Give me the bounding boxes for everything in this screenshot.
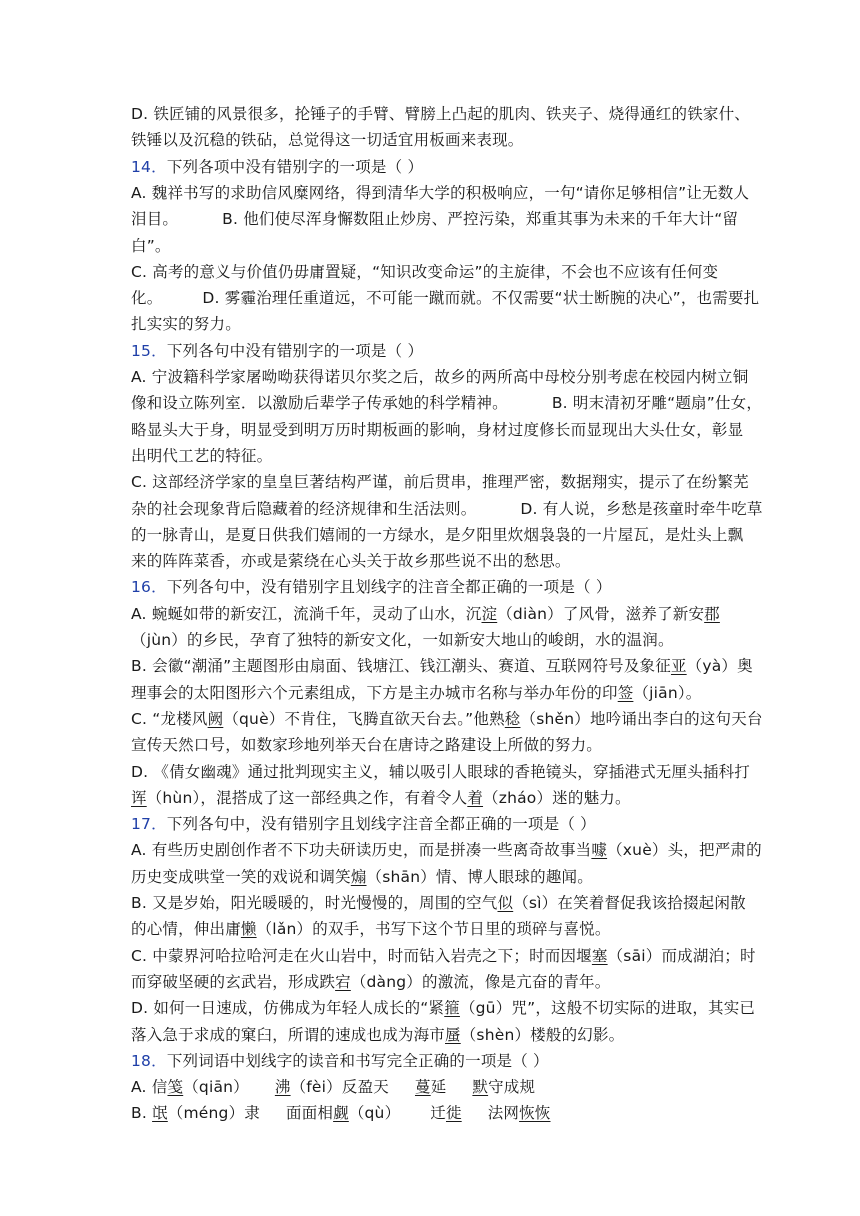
underlined-char: 噱: [591, 841, 608, 859]
text-segment: （qiān）: [183, 1078, 249, 1096]
text-segment: 迁: [430, 1104, 446, 1122]
text-segment: D. 《倩女幽魂》通过批判现实主义，辅以吸引人眼球的香艳镜头，穿插港式无厘头插科打: [131, 763, 750, 781]
text-segment: （gū）咒”，这般不切实际的进取，其实已: [459, 999, 756, 1017]
underlined-char: 蜃: [445, 1026, 461, 1044]
text-segment: （shèn）楼般的幻影。: [460, 1026, 625, 1044]
text-line: [131, 709, 763, 729]
underlined-char: 诨: [131, 789, 147, 807]
text-line: [131, 656, 753, 676]
question-number: 14．: [131, 158, 167, 176]
text-segment: 的一脉青山，是夏日供我们嬉闹的一方绿水，是夕阳里炊烟袅袅的一片屋瓦，是灶头上飘: [131, 526, 744, 544]
text-line: [131, 393, 762, 413]
text-line: [131, 1103, 551, 1123]
text-line: [131, 840, 762, 860]
underlined-char: 徙: [445, 1104, 462, 1122]
text-segment: 扎实实的努力。: [131, 315, 241, 333]
text-segment: （xuè）头，把严肃的: [607, 841, 762, 859]
text-segment: 来的阵阵菜香，亦或是萦绕在心头关于故乡那些说不出的愁思。: [131, 552, 571, 570]
text-line: [131, 577, 612, 597]
text-segment: 下列各项中没有错别字的一项是（ ）: [166, 158, 424, 176]
text-segment: A. 蜿蜒如带的新安江，流淌千年，灵动了山水，沉: [131, 605, 482, 623]
underlined-char: 亚: [670, 657, 687, 675]
text-segment: （shān）情、博人眼球的趣闻。: [366, 868, 593, 886]
text-line: [131, 525, 743, 545]
text-line: [131, 814, 596, 834]
text-line: [131, 972, 610, 992]
text-line: [131, 288, 759, 308]
text-segment: 下列词语中划线字的读音和书写完全正确的一项是（ ）: [166, 1052, 549, 1070]
text-segment: 下列各句中，没有错别字且划线字的注音全都正确的一项是（ ）: [166, 578, 612, 596]
text-line: [131, 1077, 535, 1097]
question-number: 18．: [131, 1052, 167, 1070]
text-segment: A. 有些历史剧创作者不下功夫研读历史，而是拼凑一些离奇故事当: [131, 841, 592, 859]
question-number: 17．: [131, 815, 167, 833]
text-segment: 延: [430, 1078, 447, 1096]
underlined-char: 煽: [350, 868, 367, 886]
question-number: 15．: [131, 342, 167, 360]
text-line: [131, 420, 743, 440]
text-line: [131, 104, 750, 124]
text-line: [131, 683, 702, 703]
underlined-char: 蔓: [414, 1078, 431, 1096]
text-segment: C. 这部经济学家的皇皇巨著结构严谨，前后贯串，推理严密，数据翔实，提示了在纷繁芜: [131, 473, 749, 491]
text-segment: A. 信: [131, 1078, 168, 1096]
text-segment: B. 又是岁始，阳光暖暖的，时光慢慢的，周围的空气: [131, 894, 498, 912]
text-line: [131, 551, 571, 571]
text-line: [131, 630, 674, 650]
text-segment: 下列各句中，没有错别字且划线字注音全都正确的一项是（ ）: [166, 815, 596, 833]
text-segment: 理事会的太阳图形六个元素组成，下方是主办城市名称与举办年份的印: [131, 684, 618, 702]
text-segment: B. 会徽“潮涌”主题图形由扇面、钱塘江、钱江潮头、赛道、互联网符号及象征: [131, 657, 671, 675]
text-segment: 守成规: [488, 1078, 536, 1096]
text-segment: （jùn）的乡民，孕育了独特的新安文化，一如新安大地山的峻朗，水的温润。: [131, 631, 674, 649]
underlined-char: 淀: [481, 605, 498, 623]
text-segment: C. 高考的意义与价值仍毋庸置疑，“知识改变命运”的主旋律，不会也不应该有任何变: [131, 263, 719, 281]
text-line: [131, 183, 749, 203]
text-line: [131, 604, 720, 624]
text-line: [131, 341, 423, 361]
text-line: [131, 735, 602, 755]
text-segment: C. “龙楼风: [131, 710, 208, 728]
text-line: [131, 499, 763, 519]
text-segment: 面面相: [286, 1104, 334, 1122]
text-line: [131, 209, 738, 229]
text-segment: C. 中蒙界河哈拉哈河走在火山岩中，时而钻入岩壳之下；时而因堰: [131, 947, 592, 965]
text-segment: D. 有人说，乡愁是孩童时牵牛吃草: [520, 500, 763, 518]
text-segment: 略显头大于身，明显受到明万历时期板画的影响，身材过度修长而显现出大头仕女，彰显: [131, 421, 744, 439]
underlined-char: 沸: [274, 1078, 291, 1096]
underlined-char: 阙: [207, 710, 224, 728]
text-segment: A. 魏祥书写的求助信风糜网络，得到清华大学的积极响应，一句“请你足够相信”让无数人: [131, 184, 750, 202]
text-line: [131, 446, 272, 466]
text-segment: D. 铁匠铺的风景很多，抡锤子的手臂、臂膀上凸起的肌肉、铁夹子、烧得通红的铁家什、: [131, 105, 750, 123]
text-line: [131, 262, 718, 282]
text-line: [131, 762, 750, 782]
text-segment: （lǎn）的双手，书写下这个节日里的琐碎与喜悦。: [256, 920, 611, 938]
underlined-char: 似: [497, 894, 514, 912]
text-segment: 白”。: [131, 237, 171, 255]
text-line: [131, 472, 749, 492]
text-segment: A. 宁波籍科学家屠呦呦获得诺贝尔奖之后，故乡的两所高中母校分别考虑在校园内树立铜: [131, 368, 749, 386]
text-line: [131, 998, 755, 1018]
text-segment: （qù）: [348, 1104, 401, 1122]
text-segment: （fèi）反盈天: [290, 1078, 389, 1096]
text-segment: 像和设立陈列室．以激励后辈学子传承她的科学精神。: [131, 394, 508, 412]
text-segment: 下列各句中没有错别字的一项是（ ）: [166, 342, 424, 360]
text-segment: 铁锤以及沉稳的铁砧，总觉得这一切适宜用板画来表现。: [131, 131, 524, 149]
text-line: [131, 130, 524, 150]
underlined-char: 恢恢: [519, 1104, 551, 1122]
text-segment: （hùn），混搭成了这一部经典之作，有着令人: [146, 789, 468, 807]
text-segment: （shěn）地吟诵出李白的这句天台: [520, 710, 763, 728]
text-line: [131, 1025, 624, 1045]
text-line: [131, 893, 746, 913]
text-segment: 杂的社会现象背后隐藏着的经济规律和生活法则。: [131, 500, 477, 518]
text-line: [131, 236, 171, 256]
underlined-char: 郡: [704, 605, 720, 623]
text-segment: B.: [131, 1104, 153, 1122]
underlined-char: 宕: [335, 973, 351, 991]
underlined-char: 笺: [167, 1078, 184, 1096]
text-segment: （méng）隶: [167, 1104, 260, 1122]
text-line: [131, 867, 593, 887]
text-segment: （sāi）而成湖泊；时: [607, 947, 756, 965]
text-segment: （dàng）的激流，像是亢奋的青年。: [350, 973, 611, 991]
question-number: 16．: [131, 578, 167, 596]
text-segment: 落入急于求成的窠臼，所谓的速成也成为海市: [131, 1026, 446, 1044]
text-line: [131, 919, 611, 939]
text-line: [131, 157, 423, 177]
underlined-char: 塞: [591, 947, 608, 965]
text-segment: 泪目。: [131, 210, 179, 228]
underlined-char: 签: [617, 684, 634, 702]
underlined-char: 稔: [504, 710, 521, 728]
text-segment: （què）不肯住，飞腾直欲天台去。”他熟: [223, 710, 505, 728]
underlined-char: 氓: [152, 1104, 168, 1122]
underlined-char: 觑: [333, 1104, 349, 1122]
underlined-char: 箍: [444, 999, 460, 1017]
text-segment: 而穿破坚硬的玄武岩，形成跌: [131, 973, 336, 991]
text-segment: 法网: [487, 1104, 520, 1122]
underlined-char: 着: [467, 789, 484, 807]
text-segment: D. 如何一日速成，仿佛成为年轻人成长的“紧: [131, 999, 445, 1017]
text-segment: 历史变成哄堂一笑的戏说和调笑: [131, 868, 351, 886]
text-segment: （zháo）迷的魅力。: [483, 789, 631, 807]
text-segment: B. 明末清初牙雕“题扇”仕女，: [551, 394, 763, 412]
text-segment: （yà）奥: [686, 657, 753, 675]
text-segment: B. 他们使尽浑身懈数阻止炒房、严控污染，郑重其事为未来的千年大计“留: [222, 210, 739, 228]
text-segment: 出明代工艺的特征。: [131, 447, 273, 465]
text-segment: （sì）在笑着督促我该拾掇起闲散: [513, 894, 746, 912]
underlined-char: 默: [472, 1078, 489, 1096]
text-segment: D. 雾霾治理任重道远，不可能一蹴而就。不仅需要“状士断腕的决心”，也需要扎: [202, 289, 760, 307]
text-segment: 化。: [131, 289, 163, 307]
text-segment: （diàn）了风骨，滋养了新安: [497, 605, 705, 623]
text-segment: 宣传天然口号，如数家珍地列举天台在唐诗之路建设上所做的努力。: [131, 736, 603, 754]
underlined-char: 懒: [240, 920, 257, 938]
text-line: [131, 788, 631, 808]
text-line: [131, 367, 748, 387]
text-line: [131, 314, 241, 334]
text-line: [131, 1051, 549, 1071]
text-segment: （jiān）。: [633, 684, 702, 702]
text-line: [131, 946, 756, 966]
text-segment: 的心情，伸出庸: [131, 920, 241, 938]
